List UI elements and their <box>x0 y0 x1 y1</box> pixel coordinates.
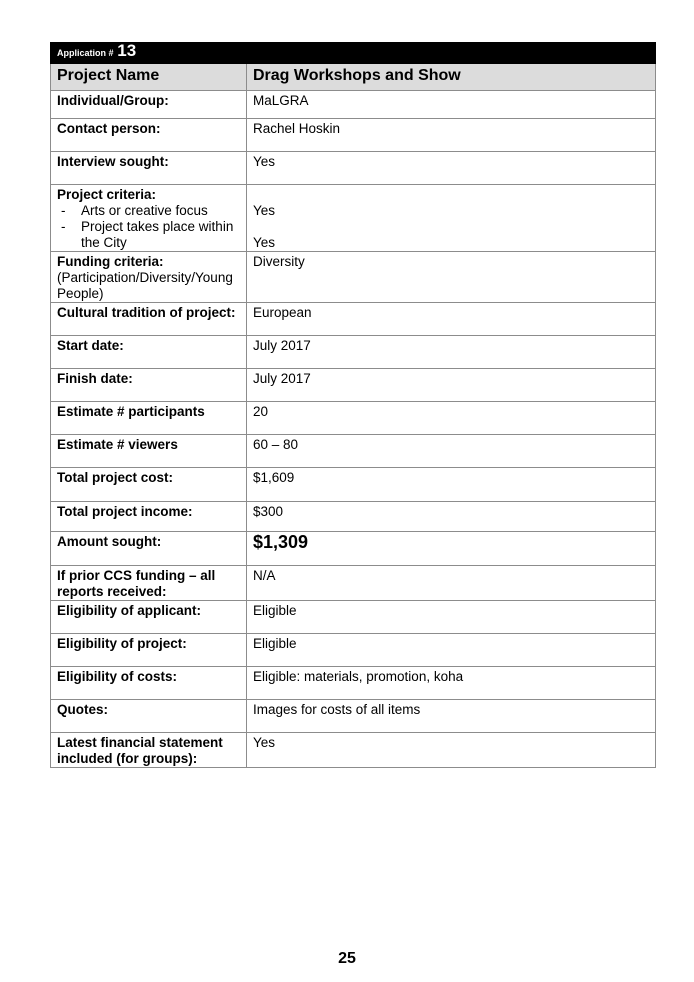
project-name-value: Drag Workshops and Show <box>247 64 656 91</box>
finish-date-value: July 2017 <box>247 369 656 402</box>
eligibility-costs-label: Eligibility of costs: <box>51 667 247 700</box>
table-row <box>51 336 656 369</box>
criteria-value-2: Yes <box>253 235 276 250</box>
funding-criteria-value: Diversity <box>247 252 656 303</box>
table-row <box>51 303 656 336</box>
table-row <box>51 402 656 435</box>
amount-sought-label: Amount sought: <box>51 532 247 566</box>
eligibility-project-value: Eligible <box>247 634 656 667</box>
table-row <box>51 185 656 252</box>
table-row <box>51 468 656 502</box>
funding-criteria-sublabel: (Participation/Diversity/Young People) <box>57 270 233 301</box>
table-row <box>51 733 656 768</box>
total-cost-label: Total project cost: <box>51 468 247 502</box>
funding-criteria-label: Funding criteria: <box>57 254 164 269</box>
amount-sought-value: $1,309 <box>247 532 656 566</box>
application-table <box>50 42 656 768</box>
prior-funding-value: N/A <box>247 566 656 601</box>
table-row <box>51 532 656 566</box>
project-name-label: Project Name <box>51 64 247 91</box>
project-criteria-label: Project criteria: <box>57 187 157 202</box>
table-row <box>51 667 656 700</box>
project-criteria-values <box>247 185 656 252</box>
project-criteria-list <box>57 203 240 251</box>
eligibility-applicant-label: Eligibility of applicant: <box>51 601 247 634</box>
table-row <box>51 634 656 667</box>
table-row <box>51 252 656 303</box>
total-income-value: $300 <box>247 502 656 532</box>
list-item: - Arts or creative focus <box>57 203 240 219</box>
quotes-value: Images for costs of all items <box>247 700 656 733</box>
application-number: 13 <box>117 42 137 60</box>
page-number: 25 <box>338 950 356 967</box>
application-label: Application # <box>57 48 114 58</box>
project-criteria-cell <box>51 185 247 252</box>
cultural-tradition-value: European <box>247 303 656 336</box>
individual-group-label: Individual/Group: <box>51 91 247 119</box>
table-row <box>51 91 656 119</box>
estimate-participants-label: Estimate # participants <box>51 402 247 435</box>
prior-funding-label: If prior CCS funding – all reports received: <box>51 566 247 601</box>
application-number-cell <box>51 43 247 64</box>
table-row <box>51 700 656 733</box>
interview-sought-label: Interview sought: <box>51 152 247 185</box>
criteria-value-1: Yes <box>253 203 276 218</box>
contact-person-value: Rachel Hoskin <box>247 119 656 152</box>
estimate-viewers-value: 60 – 80 <box>247 435 656 468</box>
financial-statement-label: Latest financial statement included (for groups): <box>51 733 247 768</box>
table-row <box>51 119 656 152</box>
quotes-label: Quotes: <box>51 700 247 733</box>
table-row <box>51 435 656 468</box>
table-row <box>51 601 656 634</box>
table-row <box>51 369 656 402</box>
project-name-row <box>51 64 656 91</box>
start-date-label: Start date: <box>51 336 247 369</box>
financial-statement-value: Yes <box>247 733 656 768</box>
estimate-participants-value: 20 <box>247 402 656 435</box>
eligibility-costs-value: Eligible: materials, promotion, koha <box>247 667 656 700</box>
total-cost-value: $1,609 <box>247 468 656 502</box>
individual-group-value: MaLGRA <box>247 91 656 119</box>
finish-date-label: Finish date: <box>51 369 247 402</box>
eligibility-applicant-value: Eligible <box>247 601 656 634</box>
table-row <box>51 502 656 532</box>
application-header-row <box>51 43 656 64</box>
interview-sought-value: Yes <box>247 152 656 185</box>
start-date-value: July 2017 <box>247 336 656 369</box>
estimate-viewers-label: Estimate # viewers <box>51 435 247 468</box>
contact-person-label: Contact person: <box>51 119 247 152</box>
total-income-label: Total project income: <box>51 502 247 532</box>
eligibility-project-label: Eligibility of project: <box>51 634 247 667</box>
cultural-tradition-label: Cultural tradition of project: <box>51 303 247 336</box>
funding-criteria-cell <box>51 252 247 303</box>
list-item: - Project takes place within the City <box>57 219 240 251</box>
table-row <box>51 152 656 185</box>
table-row <box>51 566 656 601</box>
